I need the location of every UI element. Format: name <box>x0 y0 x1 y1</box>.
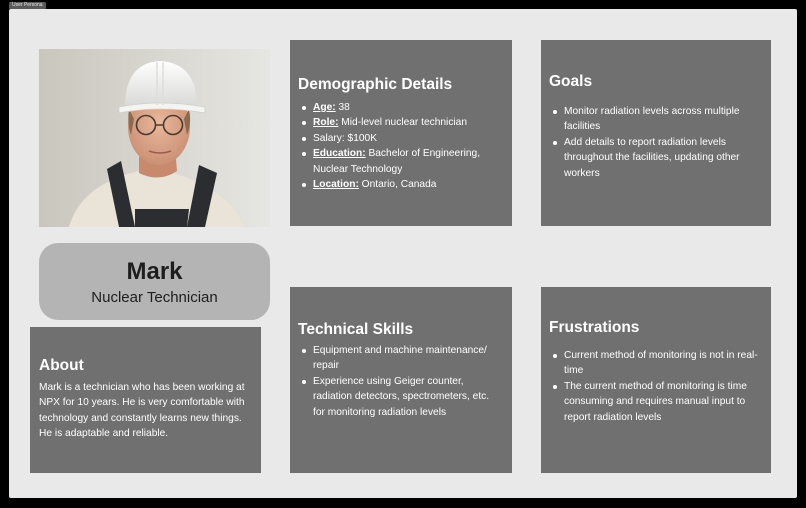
frustrations-card <box>541 287 771 473</box>
list-item: Education: Bachelor of Engineering, Nuclear Technology <box>298 146 502 177</box>
persona-photo <box>39 49 270 227</box>
list-item: The current method of monitoring is time consuming and requires manual input to report radiation levels <box>549 379 761 425</box>
frustrations-list <box>549 348 761 425</box>
list-item: Salary: $100K <box>298 131 502 146</box>
goals-card <box>541 40 771 226</box>
demographics-list <box>298 100 502 192</box>
persona-name-card <box>39 243 270 320</box>
list-item: Add details to report radiation levels throughout the facilities, updating other workers <box>549 135 761 181</box>
persona-name: Mark <box>126 258 183 285</box>
demographics-title: Demographic Details <box>298 76 453 93</box>
list-item: Equipment and machine maintenance/ repair <box>298 343 502 374</box>
list-item: Experience using Geiger counter, radiation detectors, spectrometers, etc. for monitoring radiation levels <box>298 374 502 420</box>
list-item: Role: Mid-level nuclear technician <box>298 115 502 130</box>
frame-label[interactable]: User Persona <box>9 2 46 9</box>
list-item: Current method of monitoring is not in real-time <box>549 348 761 379</box>
list-item: Monitor radiation levels across multiple facilities <box>549 104 761 135</box>
about-text: Mark is a technician who has been working at NPX for 10 years. He is very comfortable with technology and constantly learns new things. He is adaptable and reliable. <box>39 382 245 440</box>
demographics-card <box>290 40 512 226</box>
goals-title: Goals <box>549 73 593 90</box>
about-title: About <box>39 357 84 374</box>
about-card <box>30 327 261 473</box>
person-photo-icon <box>39 49 270 227</box>
skills-title: Technical Skills <box>298 321 414 338</box>
list-item: Location: Ontario, Canada <box>298 177 502 192</box>
frustrations-title: Frustrations <box>549 319 640 336</box>
persona-role: Nuclear Technician <box>91 289 218 306</box>
goals-list <box>549 104 761 181</box>
skills-card <box>290 287 512 473</box>
list-item: Age: 38 <box>298 100 502 115</box>
skills-list <box>298 343 502 420</box>
